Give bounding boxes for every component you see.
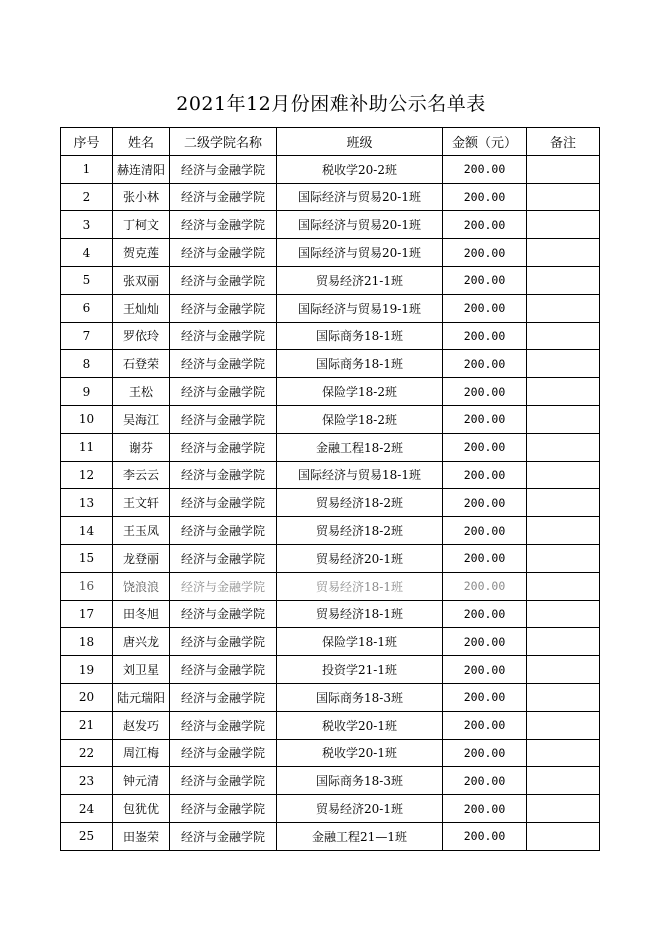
cell-college: 经济与金融学院	[170, 628, 277, 656]
cell-index: 13	[61, 489, 113, 517]
cell-index: 16	[61, 572, 113, 600]
header-college: 二级学院名称	[170, 128, 277, 156]
table-row	[61, 739, 600, 767]
cell-college: 经济与金融学院	[170, 656, 277, 684]
cell-college: 经济与金融学院	[170, 433, 277, 461]
table-row	[61, 350, 600, 378]
table-body	[61, 155, 600, 850]
cell-class: 贸易经济20-1班	[277, 544, 443, 572]
cell-name: 王灿灿	[113, 294, 170, 322]
cell-index: 22	[61, 739, 113, 767]
cell-class: 国际商务18-1班	[277, 322, 443, 350]
table-row	[61, 711, 600, 739]
table-row	[61, 544, 600, 572]
cell-amount: 200.00	[443, 683, 527, 711]
page-title: 2021年12月份困难补助公示名单表	[176, 93, 486, 115]
header-class: 班级	[277, 128, 443, 156]
cell-amount: 200.00	[443, 572, 527, 600]
cell-college: 经济与金融学院	[170, 350, 277, 378]
cell-index: 8	[61, 350, 113, 378]
cell-note	[527, 239, 600, 267]
cell-name: 包犹优	[113, 795, 170, 823]
cell-college: 经济与金融学院	[170, 683, 277, 711]
header-note: 备注	[527, 128, 600, 156]
cell-note	[527, 767, 600, 795]
cell-name: 刘卫星	[113, 656, 170, 684]
cell-college: 经济与金融学院	[170, 517, 277, 545]
cell-name: 陆元瑞阳	[113, 683, 170, 711]
cell-amount: 200.00	[443, 322, 527, 350]
cell-college: 经济与金融学院	[170, 239, 277, 267]
cell-note	[527, 211, 600, 239]
cell-amount: 200.00	[443, 544, 527, 572]
cell-name: 王文轩	[113, 489, 170, 517]
cell-note	[527, 628, 600, 656]
cell-note	[527, 572, 600, 600]
cell-index: 23	[61, 767, 113, 795]
table-row	[61, 266, 600, 294]
cell-class: 国际经济与贸易20-1班	[277, 211, 443, 239]
table-row	[61, 183, 600, 211]
cell-amount: 200.00	[443, 294, 527, 322]
header-name: 姓名	[113, 128, 170, 156]
cell-note	[527, 378, 600, 406]
cell-name: 丁柯文	[113, 211, 170, 239]
cell-amount: 200.00	[443, 433, 527, 461]
cell-class: 贸易经济18-2班	[277, 517, 443, 545]
cell-class: 保险学18-2班	[277, 378, 443, 406]
cell-note	[527, 517, 600, 545]
cell-amount: 200.00	[443, 211, 527, 239]
cell-class: 国际经济与贸易18-1班	[277, 461, 443, 489]
cell-name: 赵发巧	[113, 711, 170, 739]
cell-index: 15	[61, 544, 113, 572]
cell-name: 吴海江	[113, 405, 170, 433]
cell-class: 税收学20-1班	[277, 711, 443, 739]
cell-college: 经济与金融学院	[170, 378, 277, 406]
header-index: 序号	[61, 128, 113, 156]
cell-class: 贸易经济18-2班	[277, 489, 443, 517]
cell-note	[527, 795, 600, 823]
cell-college: 经济与金融学院	[170, 155, 277, 183]
cell-note	[527, 155, 600, 183]
cell-amount: 200.00	[443, 517, 527, 545]
cell-class: 金融工程21—1班	[277, 822, 443, 850]
cell-class: 贸易经济20-1班	[277, 795, 443, 823]
cell-amount: 200.00	[443, 795, 527, 823]
cell-name: 龙登丽	[113, 544, 170, 572]
cell-class: 国际经济与贸易19-1班	[277, 294, 443, 322]
cell-amount: 200.00	[443, 489, 527, 517]
cell-college: 经济与金融学院	[170, 461, 277, 489]
table-row	[61, 517, 600, 545]
cell-index: 5	[61, 266, 113, 294]
cell-index: 4	[61, 239, 113, 267]
cell-index: 1	[61, 155, 113, 183]
cell-class: 税收学20-2班	[277, 155, 443, 183]
cell-name: 田崟荣	[113, 822, 170, 850]
cell-name: 谢芬	[113, 433, 170, 461]
table-row	[61, 767, 600, 795]
cell-index: 7	[61, 322, 113, 350]
cell-note	[527, 433, 600, 461]
cell-class: 贸易经济18-1班	[277, 572, 443, 600]
cell-name: 赫连清阳	[113, 155, 170, 183]
cell-name: 周江梅	[113, 739, 170, 767]
cell-index: 3	[61, 211, 113, 239]
cell-class: 投资学21-1班	[277, 656, 443, 684]
cell-index: 10	[61, 405, 113, 433]
header-amount: 金额（元）	[443, 128, 527, 156]
cell-college: 经济与金融学院	[170, 822, 277, 850]
cell-college: 经济与金融学院	[170, 294, 277, 322]
cell-note	[527, 294, 600, 322]
cell-note	[527, 183, 600, 211]
cell-class: 国际商务18-1班	[277, 350, 443, 378]
table-row	[61, 461, 600, 489]
table-row	[61, 572, 600, 600]
table-row	[61, 322, 600, 350]
cell-name: 王玉凤	[113, 517, 170, 545]
cell-amount: 200.00	[443, 155, 527, 183]
cell-college: 经济与金融学院	[170, 489, 277, 517]
cell-amount: 200.00	[443, 711, 527, 739]
table-row	[61, 822, 600, 850]
cell-class: 贸易经济18-1班	[277, 600, 443, 628]
cell-amount: 200.00	[443, 628, 527, 656]
cell-note	[527, 266, 600, 294]
cell-college: 经济与金融学院	[170, 544, 277, 572]
cell-note	[527, 461, 600, 489]
cell-college: 经济与金融学院	[170, 795, 277, 823]
cell-college: 经济与金融学院	[170, 266, 277, 294]
cell-amount: 200.00	[443, 405, 527, 433]
cell-note	[527, 822, 600, 850]
cell-amount: 200.00	[443, 461, 527, 489]
table-row	[61, 683, 600, 711]
cell-note	[527, 739, 600, 767]
cell-note	[527, 683, 600, 711]
cell-name: 钟元清	[113, 767, 170, 795]
subsidy-table	[60, 127, 600, 851]
cell-note	[527, 322, 600, 350]
cell-class: 贸易经济21-1班	[277, 266, 443, 294]
cell-note	[527, 656, 600, 684]
cell-index: 18	[61, 628, 113, 656]
cell-index: 12	[61, 461, 113, 489]
cell-amount: 200.00	[443, 239, 527, 267]
cell-amount: 200.00	[443, 739, 527, 767]
table-row	[61, 155, 600, 183]
cell-note	[527, 489, 600, 517]
cell-index: 9	[61, 378, 113, 406]
cell-index: 25	[61, 822, 113, 850]
cell-class: 税收学20-1班	[277, 739, 443, 767]
cell-index: 24	[61, 795, 113, 823]
cell-amount: 200.00	[443, 822, 527, 850]
cell-index: 2	[61, 183, 113, 211]
cell-name: 王松	[113, 378, 170, 406]
cell-class: 国际商务18-3班	[277, 683, 443, 711]
cell-college: 经济与金融学院	[170, 711, 277, 739]
table-row	[61, 294, 600, 322]
cell-college: 经济与金融学院	[170, 211, 277, 239]
cell-amount: 200.00	[443, 767, 527, 795]
cell-note	[527, 350, 600, 378]
cell-amount: 200.00	[443, 600, 527, 628]
cell-name: 李云云	[113, 461, 170, 489]
cell-name: 饶浪浪	[113, 572, 170, 600]
cell-amount: 200.00	[443, 183, 527, 211]
cell-amount: 200.00	[443, 656, 527, 684]
cell-index: 20	[61, 683, 113, 711]
cell-college: 经济与金融学院	[170, 600, 277, 628]
table-row	[61, 405, 600, 433]
cell-index: 14	[61, 517, 113, 545]
cell-name: 张双丽	[113, 266, 170, 294]
cell-note	[527, 600, 600, 628]
table-row	[61, 600, 600, 628]
cell-index: 19	[61, 656, 113, 684]
cell-name: 石登荣	[113, 350, 170, 378]
cell-college: 经济与金融学院	[170, 572, 277, 600]
cell-college: 经济与金融学院	[170, 405, 277, 433]
cell-name: 贺克莲	[113, 239, 170, 267]
table-row	[61, 628, 600, 656]
cell-college: 经济与金融学院	[170, 739, 277, 767]
cell-index: 17	[61, 600, 113, 628]
cell-class: 国际经济与贸易20-1班	[277, 183, 443, 211]
table-row	[61, 211, 600, 239]
cell-note	[527, 711, 600, 739]
cell-index: 6	[61, 294, 113, 322]
cell-college: 经济与金融学院	[170, 322, 277, 350]
cell-college: 经济与金融学院	[170, 183, 277, 211]
table-row	[61, 433, 600, 461]
cell-note	[527, 544, 600, 572]
cell-class: 金融工程18-2班	[277, 433, 443, 461]
table-row	[61, 656, 600, 684]
cell-class: 国际经济与贸易20-1班	[277, 239, 443, 267]
cell-class: 保险学18-1班	[277, 628, 443, 656]
table-row	[61, 239, 600, 267]
cell-class: 保险学18-2班	[277, 405, 443, 433]
cell-amount: 200.00	[443, 350, 527, 378]
table-row	[61, 489, 600, 517]
table-row	[61, 795, 600, 823]
cell-note	[527, 405, 600, 433]
cell-index: 21	[61, 711, 113, 739]
table-row	[61, 378, 600, 406]
cell-amount: 200.00	[443, 266, 527, 294]
cell-class: 国际商务18-3班	[277, 767, 443, 795]
cell-index: 11	[61, 433, 113, 461]
cell-name: 唐兴龙	[113, 628, 170, 656]
cell-name: 田冬旭	[113, 600, 170, 628]
cell-name: 张小林	[113, 183, 170, 211]
cell-name: 罗依玲	[113, 322, 170, 350]
table-header-row	[61, 128, 600, 156]
cell-amount: 200.00	[443, 378, 527, 406]
cell-college: 经济与金融学院	[170, 767, 277, 795]
